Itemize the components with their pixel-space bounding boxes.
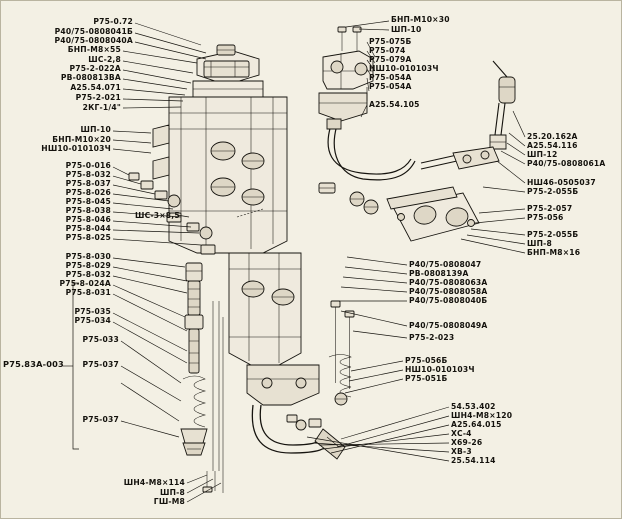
label-bottom-3: ГШ-М8 xyxy=(153,497,185,506)
label-left-27: Р75-8-031 xyxy=(65,288,111,297)
label-right-1: 25.20.162А xyxy=(527,132,578,141)
label-left-13: НШ10-010103Ч xyxy=(41,144,111,153)
label-right-9: Р75-2-055Б xyxy=(527,230,579,239)
label-left-4: БНП-М8×55 xyxy=(67,45,121,54)
label-right-6: Р75-2-055Б xyxy=(527,187,579,196)
label-top-2: ШП-10 xyxy=(391,25,422,34)
label-midright-2: РВ-0808139А xyxy=(409,269,469,278)
label-left-5: ШС-2,8 xyxy=(88,55,121,64)
label-left-19: Р75-8-038 xyxy=(65,206,111,215)
label-left-6: Р75-2-022А xyxy=(69,64,121,73)
label-right-4: Р40/75-0808061А xyxy=(527,159,606,168)
label-left-22: Р75-8-025 xyxy=(65,233,111,242)
label-bottomright-6: ХВ-3 xyxy=(451,447,472,456)
label-bottomright-2: ШН4-М8×120 xyxy=(451,411,513,420)
label-right-10: ШП-8 xyxy=(527,239,552,248)
label-bottomright-1: 54.53.402 xyxy=(451,402,496,411)
label-left-7: РВ-080813ВА xyxy=(60,73,121,82)
label-left-20: Р75-8-046 xyxy=(65,215,111,224)
leader-lines-mid-right xyxy=(339,257,407,393)
label-topright-2: Р75-074 xyxy=(369,46,406,55)
label-left-9: Р75-2-021 xyxy=(75,93,121,102)
leader-lines-right xyxy=(461,111,525,253)
label-right-5: НШ46-0505037 xyxy=(527,178,596,187)
assembly-code: P75.83A-003 xyxy=(3,359,64,369)
label-left-18: Р75-8-045 xyxy=(65,197,111,206)
label-left-31: Р75-037 xyxy=(82,360,119,369)
label-left-12: БНП-М10×20 xyxy=(52,135,111,144)
main-valve-body xyxy=(153,45,319,405)
label-left-26: Р75-8-024А xyxy=(59,279,111,288)
label-right-2: А25.54.116 xyxy=(527,141,578,150)
label-right-11: БНП-М8×16 xyxy=(527,248,581,257)
label-topright-1: Р75-075Б xyxy=(369,37,412,46)
label-midright-3: Р40/75-0808063А xyxy=(409,278,488,287)
label-left-p75-037b: Р75-037 xyxy=(82,415,119,424)
label-midright-1: Р40/75-0808047 xyxy=(409,260,482,269)
label-bottom-1: ШН4-М8×114 xyxy=(123,478,185,487)
label-bottomright-7: 25.54.114 xyxy=(451,456,496,465)
label-left-10: 2КГ-1/4" xyxy=(82,103,121,112)
label-midright-10: Р75-051Б xyxy=(405,374,448,383)
label-left-29: Р75-034 xyxy=(74,316,111,325)
label-left-3: Р40/75-0808040А xyxy=(54,36,133,45)
label-left-24: Р75-8-029 xyxy=(65,261,111,270)
label-topright-6: Р75-054А xyxy=(369,82,412,91)
label-left-16: Р75-8-037 xyxy=(65,179,111,188)
label-left-25: Р75-8-032 xyxy=(65,270,111,279)
label-left-11: ШП-10 xyxy=(80,125,111,134)
label-topright-3: Р75-079А xyxy=(369,55,412,64)
center-right-bolts xyxy=(329,301,354,405)
label-midright-8: Р75-056Б xyxy=(405,356,448,365)
right-lever-assembly xyxy=(421,61,515,169)
label-topright-5: Р75-054А xyxy=(369,73,412,82)
label-left-17: Р75-8-026 xyxy=(65,188,111,197)
label-midright-6: Р40/75-0808049А xyxy=(409,321,488,330)
label-left-30: Р75-033 xyxy=(82,335,119,344)
label-topright-4: НШ10-010103Ч xyxy=(369,64,439,73)
label-topright-7: А25.54.105 xyxy=(369,100,420,109)
label-bottomright-5: Х69-26 xyxy=(451,438,483,447)
label-midright-7: Р75-2-023 xyxy=(409,333,455,342)
label-left-14: Р75-0-016 xyxy=(65,161,111,170)
label-left-8: А25.54.071 xyxy=(70,83,121,92)
label-right-8: Р75-056 xyxy=(527,213,564,222)
label-bottom-2: ШП-8 xyxy=(160,488,185,497)
label-midright-4: Р40/75-0808058А xyxy=(409,287,488,296)
label-top-1: БНП-М10×30 xyxy=(391,15,450,24)
label-left-15: Р75-8-032 xyxy=(65,170,111,179)
label-right-3: ШП-12 xyxy=(527,150,558,159)
label-midright-5: Р40/75-0808040Б xyxy=(409,296,488,305)
label-midright-9: НШ10-010103Ч xyxy=(405,365,475,374)
label-left-1: Р75-0.72 xyxy=(93,17,133,26)
label-left-21: Р75-8-044 xyxy=(65,224,111,233)
label-bottomright-3: А25.64.015 xyxy=(451,420,502,429)
label-left-2: Р40/75-0808041Б xyxy=(54,27,133,36)
label-center-shs: ШС-3×8,5 xyxy=(135,211,180,220)
right-flange-plate xyxy=(319,183,479,241)
label-left-23: Р75-8-030 xyxy=(65,252,111,261)
label-right-7: Р75-2-057 xyxy=(527,204,573,213)
label-bottomright-4: ХС-4 xyxy=(451,429,472,438)
label-left-28: Р75-035 xyxy=(74,307,111,316)
